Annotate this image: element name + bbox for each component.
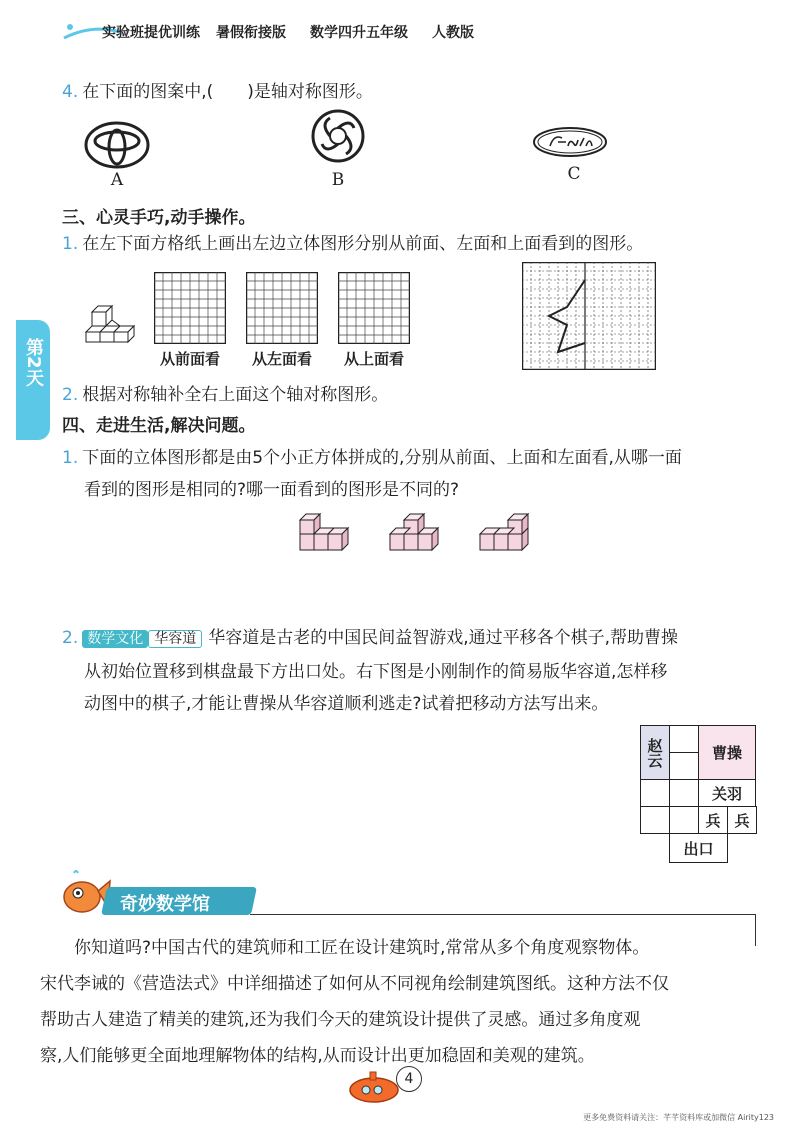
swirl-logo-icon (310, 108, 366, 164)
empty-cell (669, 752, 699, 780)
pink-cube-figure (386, 506, 448, 554)
section-4-question-2 (62, 624, 678, 653)
bing-piece[interactable]: 兵 (727, 806, 757, 834)
question-number: 1. (62, 448, 79, 468)
question-text: 在左下面方格纸上画出左边立体图形分别从前面、左面和上面看到的图形。 (82, 234, 644, 254)
story-line: 察,人们能够更全面地理解物体的结构,从而设计出更加稳固和美观的建筑。 (40, 1046, 595, 1066)
header-series: 实验班提优训练 (102, 25, 200, 41)
empty-cell (669, 806, 699, 834)
footer-note: 更多免费资料请关注：芊芊资料库或加微信 Airity123 (583, 1113, 774, 1122)
header-edition: 暑假衔接版 (216, 25, 286, 41)
exit-cell: 出口 (669, 833, 728, 863)
header-publisher: 人教版 (432, 25, 474, 41)
story-line: 你知道吗?中国古代的建筑师和工匠在设计建筑时,常常从多个角度观察物体。 (40, 938, 650, 958)
question-4 (62, 78, 373, 106)
day-tab (16, 320, 50, 440)
huarongdao-tag: 华容道 (148, 630, 202, 648)
math-culture-tag: 数学文化 (82, 630, 148, 648)
question-text-line3: 动图中的棋子,才能让曹操从华容道顺利逃走?试着把移动方法写出来。 (84, 694, 609, 714)
story-line: 宋代李诫的《营造法式》中详细描述了如何从不同视角绘制建筑图纸。这种方法不仅 (40, 974, 669, 994)
fun-math-banner (70, 883, 250, 917)
question-text-line1: 华容道是古老的中国民间益智游戏,通过平移各个棋子,帮助曹操 (208, 628, 679, 648)
left-view-grid[interactable] (246, 272, 318, 344)
pink-cube-figure (296, 506, 358, 554)
story-text (40, 930, 760, 1074)
page-number: 4 (396, 1066, 422, 1092)
front-view-grid[interactable] (154, 272, 226, 344)
toyota-logo-icon (84, 120, 150, 170)
empty-cell (640, 779, 670, 807)
question-text-line2: 看到的图形是相同的?哪一面看到的图形是不同的? (84, 480, 460, 500)
pink-cube-figure (476, 506, 538, 554)
banner-rule (250, 914, 756, 915)
section-4-question-1 (62, 444, 682, 472)
zhaoyun-piece[interactable]: 赵云 (640, 725, 670, 780)
section-3-title: 三、心灵手巧,动手操作。 (62, 208, 256, 228)
section-3-question-2 (62, 381, 388, 409)
day-tab-label: 第2天 (23, 338, 44, 387)
bing-piece[interactable]: 兵 (698, 806, 728, 834)
top-view-grid[interactable] (338, 272, 410, 344)
question-text-line2: 从初始位置移到棋盘最下方出口处。右下图是小刚制作的简易版华容道,怎样移 (84, 662, 668, 682)
question-text: 根据对称轴补全右上面这个轴对称图形。 (82, 385, 389, 405)
question-number: 2. (62, 628, 79, 648)
section-3-question-1 (62, 230, 643, 258)
front-view-label: 从前面看 (159, 350, 220, 368)
huarongdao-board (640, 725, 758, 865)
caocao-piece[interactable]: 曹操 (698, 725, 756, 780)
guanyu-piece[interactable]: 关羽 (698, 779, 756, 807)
question-number: 4. (62, 82, 79, 102)
page-header (40, 14, 760, 48)
empty-cell (669, 725, 699, 753)
banner-title: 奇妙数学馆 (120, 894, 210, 915)
cube-figure (82, 298, 142, 344)
option-c-label: C (567, 164, 581, 184)
left-view-label: 从左面看 (251, 350, 312, 368)
question-text: 在下面的图案中,( )是轴对称图形。 (82, 82, 373, 102)
empty-cell (640, 806, 670, 834)
option-a-label: A (110, 170, 124, 190)
option-b-label: B (331, 170, 345, 190)
empty-cell (669, 779, 699, 807)
story-line: 帮助古人建造了精美的建筑,还为我们今天的建筑设计提供了灵感。通过多角度观 (40, 1010, 641, 1030)
ford-logo-icon (532, 126, 608, 158)
question-number: 2. (62, 385, 79, 405)
section-4-title: 四、走进生活,解决问题。 (62, 416, 256, 436)
top-view-label: 从上面看 (343, 350, 404, 368)
question-number: 1. (62, 234, 79, 254)
header-grade: 数学四升五年级 (310, 25, 408, 41)
symmetry-grid[interactable] (522, 262, 656, 370)
question-text-line1: 下面的立体图形都是由5个小正方体拼成的,分别从前面、上面和左面看,从哪一面 (82, 448, 682, 468)
